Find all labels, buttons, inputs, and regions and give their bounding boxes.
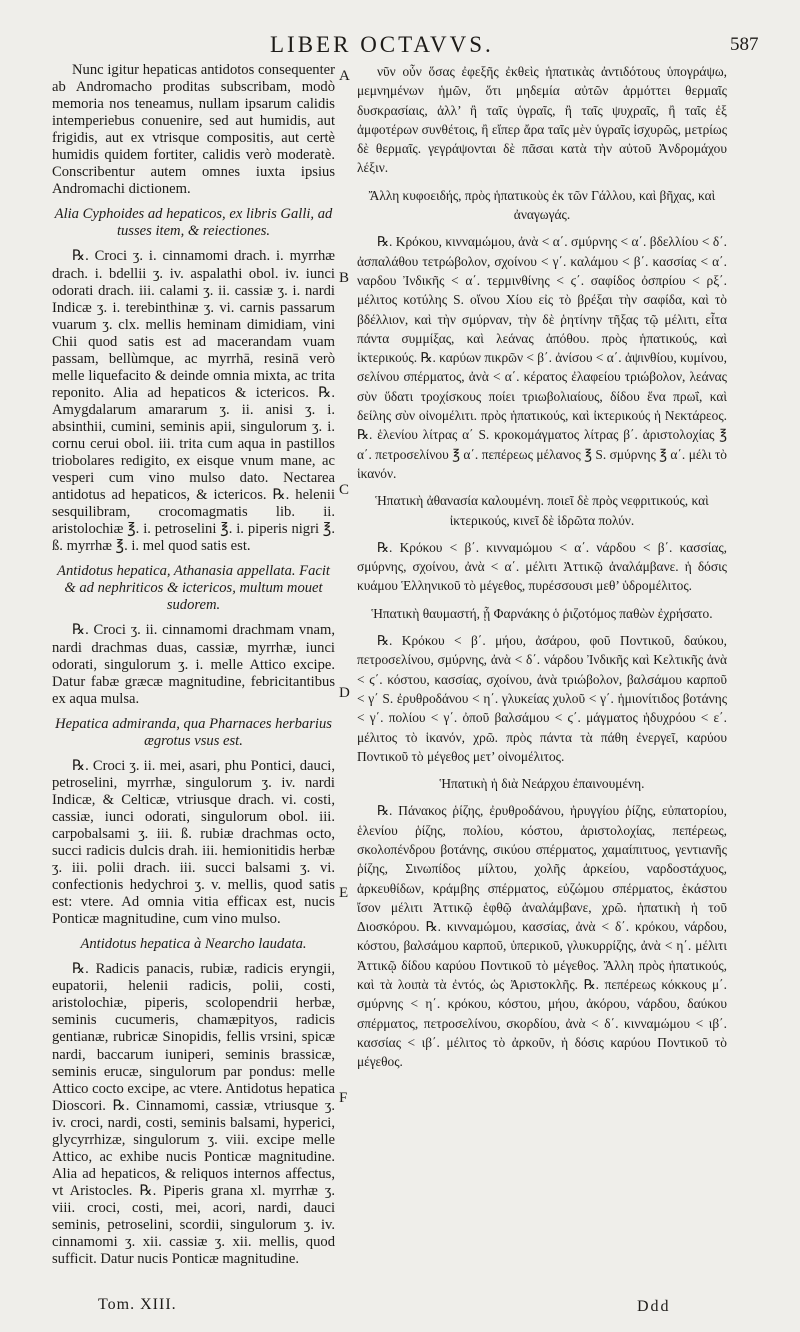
margin-letter-c: C — [339, 482, 350, 498]
greek-heading-kyphoeides: Ἄλλη κυφοειδής, πρὸς ἡπατικοὺς ἐκ τῶν Γάλλου, καὶ βῆχας, καὶ ἀναγωγάς. — [368, 187, 716, 223]
margin-letter-b: B — [339, 270, 350, 286]
latin-recipe-cyphoides: ℞. Croci ʒ. i. cinnamomi drach. i. myrrhæ drach. i. bdellii ʒ. iv. aspalathi obol. iv. iunci odorati drach. iii. calami ʒ. ii. cassiæ ʒ. i. nardi Indicæ ʒ. i. terebinthinæ ʒ. vi. carnis passarum vuarum ʒ. clx. mellis heminam dimidiam, vini Chii quod satis est ad macerandam vuam passam, bellùmque, ac myrrhā, resinā verò melle liquefacito & deinde omnia mixta, ac trita reponito. Alia ad hepaticos & ictericos. ℞. Amygdalarum amararum ʒ. ii. anisi ʒ. i. absinthii, cumini, seminis apii, singulorum ʒ. i. cornu cerui obol. iii. trita cum aqua in pastillos triobolares redigito, ex eisque vnum mane, ac vesperi cum vino mulso dato. Nectarea antidotus ad hepaticos, & ictericos. ℞. helenii sesquilibram, crocomagmatis lib. ii. aristolochiæ ℥. i. petroselini ℥. i. piperis nigri ℥. ß. myrrhæ ℥. i. mel quod satis est. — [52, 248, 335, 555]
greek-heading-athanasia: Ἡπατικὴ ἀθανασία καλουμένη. ποιεῖ δὲ πρὸς νεφριτικούς, καὶ ἰκτερικούς, κινεῖ δὲ ἱδρῶτα πολύν. — [375, 493, 709, 528]
signature-mark: Ddd — [637, 1298, 671, 1315]
greek-recipe-kyphoeides: ℞. Κρόκου, κινναμώμου, ἀνὰ < α΄. σμύρνης < α΄. βδελλίου < δ΄. ἀσπαλάθου τετρώβολον, σχοίνου < γ΄. καλάμου < β΄. κασσίας < α΄. ναρδου Ἰνδικῆς < α΄. τερμινθίνης < ϛ΄. σαφίδος ὀσπρίου < ρξ΄. μέλιτος κοτύλης S. οἴνου Χίου εἰς τὸ βρέξαι τὴν σαφίδα, καὶ τὸ βδέλλιον, καὶ τὴν σμύρναν, τὴν δὲ ῥητίνην τῆξας τῷ μέλιτι, εἶτα πάντα συμμίξας, καὶ λεάνας ἀπόθου. πρὸς ἡπατικούς, καὶ ἰκτερικούς. ℞. καρύων πικρῶν < β΄. ἀνίσου < α΄. ἀψινθίου, κυμίνου, σελίνου σπέρματος, ἀνὰ < α΄. κέρατος ἐλαφείου τριώβολον, λεάνας σὺν ὕδατι τροχίσκους ποίει τριωβολιαίους, δίδου ἕνα πρωΐ, καὶ δείλης σὺν οἰνομέλιτι. πρὸς ἡπατικούς, καὶ ἰκτερικούς ἡ Νεκτάρεος. ℞. ἑλενίου λίτρας α΄ S. κροκομάγματος λίτρας β΄. ἀριστολοχίας ℥ α΄. πετροσελίνου ℥ α΄. πεπέρεως μέλανος ℥ S. σμύρνης ℥ α΄. μέλι τὸ ἱκανόν. — [357, 234, 727, 481]
greek-heading-pharnakes: Ἡπατικὴ θαυμαστή, ᾗ Φαρνάκης ὁ ῥιζοτόμος παθὼν ἐχρήσατο. — [371, 605, 713, 621]
greek-recipe-nearchos: ℞. Πάνακος ῥίζης, ἐρυθροδάνου, ἠρυγγίου ῥίζης, εὐπατορίου, ἑλενίου ῥίζης, πολίου, κόστου, ἀριστολοχίας, πεπέρεως, σκολοπένδρου βοτάνης, σικύου σπέρματος, χαμαίπιτυος, γεντιανῆς ῥίζης, Σινωπίδος μίλτου, χολῆς ἀρκείου, ναρδοστάχυος, ἀρκευθίδων, κράμβης σπέρματος, εὐζώμου σπέρματος, ἑκάστου ἴσον μέλιτι Ἀττικῷ ἑφθῷ ἀναλάμβανε, χρῶ. ἡπατικὴ ἡ τοῦ Διοσκόρου. ℞. κινναμώμου, κασσίας, ἀνὰ < δ΄. κρόκου, νάρδου, κόστου, βαλσάμου καρποῦ, ὑπερικοῦ, γλυκυρρίζης, ἀνὰ < η΄. μέλιτι Ἀττικῷ δίδου καρύου Ποντικοῦ τὸ μέγεθος. Ἄλλη πρὸς ἡπατικούς, καὶ τὰ λοιπὰ τὰ ἐντός, ὡς Ἀριστοκλῆς. ℞. πεπέρεως κόκκους μ΄. σμύρνης < η΄. κρόκου, κόστου, μήου, ἀκόρου, νάρδου, δαύκου σπέρματος, πετροσελίνου, σκορδίου, ἀνὰ < δ΄. κινναμώμου < ιβ΄. κασσίας < ιβ΄. μέλιτος τὸ ἀρκοῦν, ἡ δόσις καρύου Ποντικοῦ τὸ μέγεθος. — [357, 803, 727, 1070]
running-title: LIBER OCTAVVS. — [270, 32, 494, 57]
latin-heading-cyphoides: Alia Cyphoides ad hepaticos, ex libris Galli, ad tusses item, & reiectiones. — [54, 206, 333, 240]
latin-recipe-pharnaces: ℞. Croci ʒ. ii. mei, asari, phu Pontici, dauci, petroselini, myrrhæ, singulorum ʒ. iv. nardi Indicæ, & Celticæ, vtriusque drach. vi. costi, cassiæ, iunci odorati, singulorum obol. iii. carpobalsami ʒ. iii. ß. rubiæ drachmas octo, succi radicis dulcis drah. iii. hemionitidis herbæ ʒ. iii. polii drach. iii. succi balsami ʒ. vi. confectionis hedychroi ʒ. v. mellis, quod satis est: vtere. Ad omnia vitia efficax est, nucis Ponticæ magnitudine, cum vino mulso. — [52, 757, 335, 928]
margin-letter-e: E — [339, 885, 349, 901]
margin-letter-f: F — [339, 1090, 348, 1106]
margin-letter-d: D — [339, 685, 350, 701]
greek-recipe-pharnakes: ℞. Κρόκου < β΄. μήου, ἀσάρου, φοῦ Ποντικοῦ, δαύκου, πετροσελίνου, σμύρνης, ἀνὰ < δ΄. νάρδου Ἰνδικῆς καὶ Κελτικῆς ἀνὰ < ϛ΄. κόστου, κασσίας, σχοίνου, ἀνὰ τριώβολον, βαλσάμου καρποῦ < γ΄ S. ἐρυθροδάνου < η΄. γλυκείας χυλοῦ < γ΄. ἡμιονίτιδος βοτάνης < γ΄. πολίου < γ΄. ὀποῦ βαλσάμου < ϛ΄. μάγματος ἡδυχρόου < ε΄. μέλιτος τὸ ἱκανόν, χρῶ. πρὸς πάντα τὰ πάθη ἐνεργεῖ, καρύου Ποντικοῦ τὸ μέγεθος μετ’ οἰνομέλιτος. — [357, 633, 727, 764]
latin-recipe-nearchus: ℞. Radicis panacis, rubiæ, radicis eryngii, eupatorii, helenii radicis, polii, costi, aristolochiæ, piperis, scolopendrii herbæ, seminis cucumeris, chamæpityos, radicis gentianæ, rubricæ Sinopidis, fellis vrsini, spicæ nardi, baccarum iuniperi, seminis brassicæ, seminis erucæ, singulorum par pondus: melle Attico cocto excipe, ac vtere. Antidotus hepatica Dioscori. ℞. Cinnamomi, cassiæ, vtriusque ʒ. iv. croci, nardi, costi, seminis balsami, hyperici, glycyrrhizæ, singulorum ʒ. viii. excipe melle Attico, ac exhibe nucis Ponticæ magnitudine. Alia ad hepaticos, & reliquos internos affectus, vt Aristocles. ℞. Piperis grana xl. myrrhæ ʒ. viii. croci, costi, mei, acori, nardi, dauci seminis, petroselini, scordii, singulorum ʒ. iv. cinnamomi ʒ. xii. cassiæ ʒ. xii. mellis, quod sufficit. Datur nucis Ponticæ magnitudine. — [52, 961, 335, 1268]
latin-intro-paragraph: Nunc igitur hepaticas antidotos consequenter ab Andromacho proditas subscribam, modò memoria nos teneamus, nullam ipsarum calidis intemperiebus conuenire, sed aut humidis, aut frigidis, aut ex vtrisque compositis, aut certè humidis quidem fortiter, calidis verò moderatè. Conscribentur autem omnes iuxta ipsius Andromachi dictionem. — [52, 62, 335, 198]
greek-recipe-athanasia: ℞. Κρόκου < β΄. κινναμώμου < α΄. νάρδου < β΄. κασσίας, σμύρνης, σχοίνου, ἀνὰ < α΄. μέλιτι Ἀττικῷ ἀναλάμβανε. ἡ δόσις κυάμου Ἑλληνικοῦ τὸ μέγεθος, πυρέσσουσι μεθ’ ὑδρομέλιτος. — [357, 539, 727, 594]
latin-recipe-athanasia: ℞. Croci ʒ. ii. cinnamomi drachmam vnam, nardi drachmas duas, cassiæ, myrrhæ, iunci odorati, singulorum ʒ. i. melle Attico excipe. Datur fabæ græcæ magnitudine, febricitantibus ex aqua mulsa. — [52, 622, 335, 707]
greek-intro-paragraph: νῦν οὖν ὅσας ἐφεξῆς ἐκθεὶς ἡπατικὰς ἀντιδότους ὑπογράψω, μεμνημένων ἡμῶν, ὅτι μηδεμία αὐτῶν ἁρμόττει θερμαῖς δυσκρασίαις, ἀλλ’ ἢ ταῖς ὑγραῖς, ἢ ταῖς ψυχραῖς, ἢ ταῖς ἐξ ἀμφοτέρων συνθέτοις, ἢ εἴπερ ἄρα ταῖς μὲν ὑγραῖς ἰσχυρῶς, μετρίως δὲ θερμαῖς. γεγράψονται δὲ πᾶσαι κατὰ τὴν αὐτοῦ Ἀνδρομάχου λέξιν. — [357, 64, 727, 176]
latin-heading-nearchus: Antidotus hepatica à Nearcho laudata. — [80, 936, 307, 953]
greek-heading-nearchos: Ἡπατικὴ ἡ διὰ Νεάρχου ἐπαινουμένη. — [439, 776, 645, 792]
margin-letter-a: A — [339, 68, 350, 84]
latin-heading-athanasia: Antidotus hepatica, Athanasia appellata. Facit & ad nephriticos & ictericos, multum mouet sudorem. — [57, 563, 330, 614]
page-number: 587 — [730, 34, 759, 55]
greek-column — [357, 62, 727, 1078]
latin-heading-pharnaces: Hepatica admiranda, qua Pharnaces herbarius ægrotus vsus est. — [55, 715, 332, 749]
volume-label: Tom. XIII. — [98, 1296, 177, 1313]
latin-column — [52, 62, 335, 1274]
page-header — [0, 32, 800, 58]
